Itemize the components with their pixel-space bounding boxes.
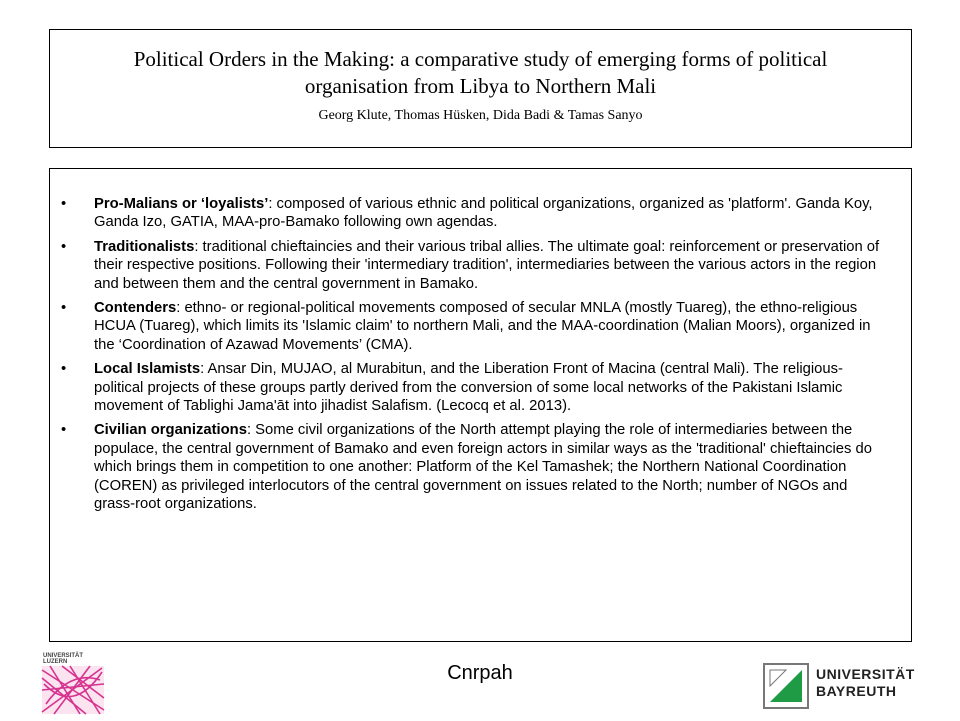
point-term: Traditionalists: [94, 238, 195, 255]
bullet-icon: •: [61, 238, 67, 255]
svg-text:UNIVERSITÄT: UNIVERSITÄT: [43, 653, 84, 659]
list-item: [61, 299, 889, 354]
bayreuth-line1: UNIVERSITÄT: [816, 666, 915, 682]
point-text: : Some civil organizations of the North attempt playing the role of intermediaries between the populace, the central government of Bamako and even foreign actors in similar ways as the 'traditional' chieftaincies do which brings them in competition to one another: Platform of the Kel Tamashek; the Northern National Coordination (COREN) as privileged interlocutors of the central government on issues related to the North; number of NGOs and grass-root organizations.: [94, 422, 872, 513]
point-text: : composed of various ethnic and political organizations, organized as 'platform'. Ganda Koy, Ganda Izo, GATIA, MAA-pro-Bamako following own agendas.: [94, 196, 873, 231]
bullet-icon: •: [61, 300, 67, 317]
authors-line: Georg Klute, Thomas Hüsken, Dida Badi & Tamas Sanyo: [318, 108, 643, 123]
bayreuth-line2: BAYREUTH: [816, 683, 897, 699]
bayreuth-wordmark: [816, 666, 915, 700]
footer-label: Cnrpah: [447, 662, 513, 684]
point-term: Civilian organizations: [94, 422, 247, 439]
bullet-icon: •: [61, 422, 67, 439]
bullet-list: [50, 169, 911, 514]
list-item: [61, 238, 889, 293]
title-box: [49, 29, 912, 148]
svg-text:LUZERN: LUZERN: [43, 659, 68, 665]
point-term: Pro-Malians or ‘loyalists’: [94, 196, 269, 212]
point-text: : Ansar Din, MUJAO, al Murabitun, and the Liberation Front of Macina (central Mali). The religious-political projects of these groups partly derived from the conversion of some local networks of the Pakistani Islamic movement of Tablighi Jama'āt into jihadist Salafism. (Lecocq et al. 2013).: [94, 361, 843, 415]
bullet-icon: •: [61, 361, 67, 378]
list-item: [61, 421, 889, 513]
list-item: [61, 360, 889, 415]
point-text: : ethno- or regional-political movements composed of secular MNLA (mostly Tuareg), the ethno-religious HCUA (Tuareg), which limits its 'Islamic claim' to northern Mali, and the MAA-coordination (Malian Moors), organized in the ‘Coordination of Azawad Movements’ (CMA).: [94, 300, 871, 353]
content-box: [49, 168, 912, 642]
bullet-icon: •: [61, 196, 67, 212]
list-item: [61, 195, 889, 232]
point-term: Local Islamists: [94, 361, 201, 378]
university-bayreuth-logo: [762, 662, 922, 710]
point-term: Contenders: [94, 300, 177, 317]
slide-title: Political Orders in the Making: a comparative study of emerging forms of political organisation from Libya to Northern Mali: [133, 47, 828, 98]
point-text: : traditional chieftaincies and their various tribal allies. The ultimate goal: reinforcement or preservation of their respective positions. Following their 'intermediary tradition', intermediaries between the various actors in the region and between them and the central government in Bamako.: [94, 238, 880, 292]
